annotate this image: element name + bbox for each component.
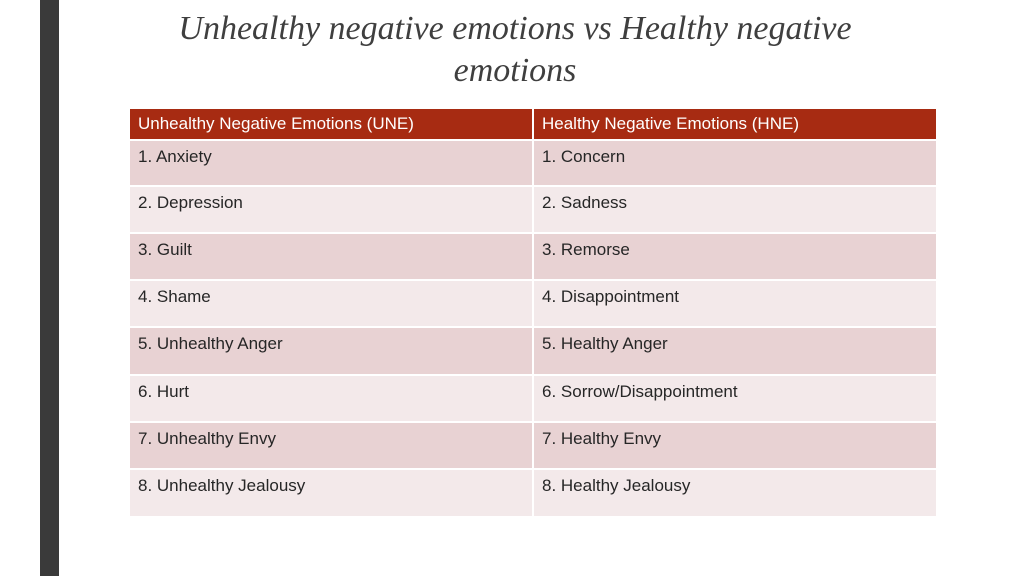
table-row (130, 280, 936, 327)
comparison-table (130, 109, 936, 516)
cell-une: 3. Guilt (130, 233, 533, 280)
cell-hne: 1. Concern (533, 140, 936, 186)
cell-hne: 6. Sorrow/Disappointment (533, 375, 936, 422)
cell-une: 2. Depression (130, 186, 533, 233)
table-row (130, 233, 936, 280)
header-une: Unhealthy Negative Emotions (UNE) (130, 109, 533, 140)
comparison-table-container (130, 109, 936, 516)
table-row (130, 469, 936, 516)
cell-une: 7. Unhealthy Envy (130, 422, 533, 469)
cell-une: 4. Shame (130, 280, 533, 327)
table-row (130, 186, 936, 233)
header-hne: Healthy Negative Emotions (HNE) (533, 109, 936, 140)
cell-hne: 3. Remorse (533, 233, 936, 280)
cell-une: 6. Hurt (130, 375, 533, 422)
cell-une: 5. Unhealthy Anger (130, 327, 533, 375)
cell-une: 1. Anxiety (130, 140, 533, 186)
table-row (130, 140, 936, 186)
cell-une: 8. Unhealthy Jealousy (130, 469, 533, 516)
cell-hne: 5. Healthy Anger (533, 327, 936, 375)
table-row (130, 375, 936, 422)
table-row (130, 422, 936, 469)
cell-hne: 7. Healthy Envy (533, 422, 936, 469)
cell-hne: 8. Healthy Jealousy (533, 469, 936, 516)
slide-side-bar (40, 0, 59, 576)
table-row (130, 327, 936, 375)
table-header-row (130, 109, 936, 140)
cell-hne: 4. Disappointment (533, 280, 936, 327)
cell-hne: 2. Sadness (533, 186, 936, 233)
slide-title: Unhealthy negative emotions vs Healthy negative emotions (178, 10, 852, 89)
